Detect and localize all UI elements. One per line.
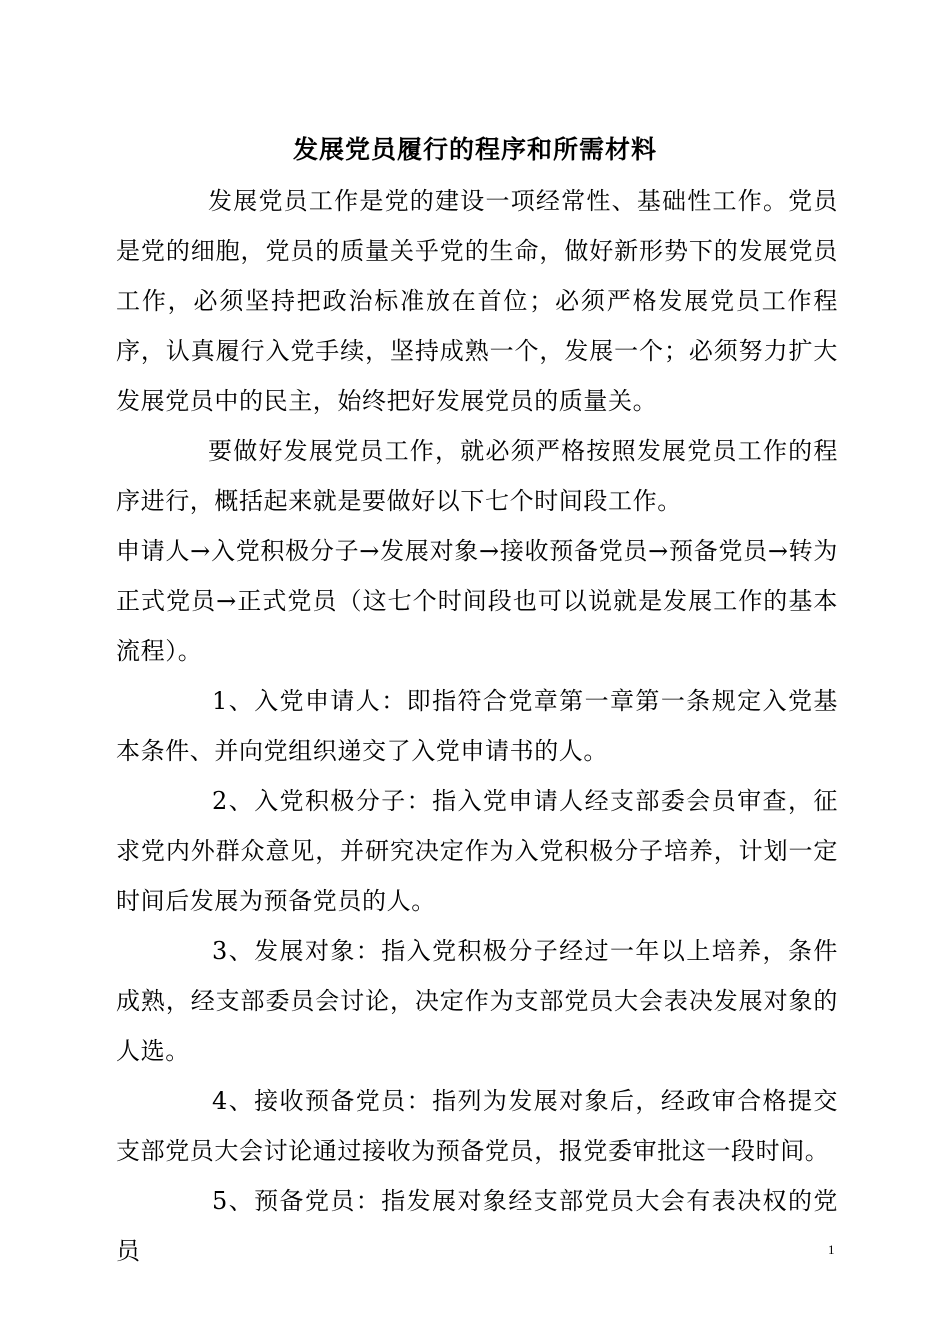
- document-body: [116, 176, 838, 1276]
- paragraph-intro: 发展党员工作是党的建设一项经常性、基础性工作。党员是党的细胞，党员的质量关乎党的生命，做好新形势下的发展党员工作，必须坚持把政治标准放在首位；必须严格发展党员工作程序，认真履行入党手续，坚持成熟一个，发展一个；必须努力扩大发展党员中的民主，始终把好发展党员的质量关。: [116, 187, 838, 415]
- paragraph-procedure: 要做好发展党员工作，就必须严格按照发展党员工作的程序进行，概括起来就是要做好以下七个时间段工作。: [116, 437, 838, 515]
- paragraph-item-4: 4、接收预备党员：指列为发展对象后，经政审合格提交支部党员大会讨论通过接收为预备党员，报党委审批这一段时间。: [116, 1087, 838, 1165]
- page-number: 1: [828, 1242, 835, 1257]
- paragraph-item-3: 3、发展对象：指入党积极分子经过一年以上培养，条件成熟，经支部委员会讨论，决定作为支部党员大会表决发展对象的人选。: [116, 937, 838, 1065]
- paragraph-item-5: 5、预备党员：指发展对象经支部党员大会有表决权的党员: [116, 1187, 838, 1265]
- paragraph-item-2: 2、入党积极分子：指入党申请人经支部委会员审查，征求党内外群众意见，并研究决定作为入党积极分子培养，计划一定时间后发展为预备党员的人。: [116, 787, 838, 915]
- document-title: 发展党员履行的程序和所需材料: [292, 135, 657, 164]
- paragraph-flow: 申请人→入党积极分子→发展对象→接收预备党员→预备党员→转为正式党员→正式党员（这七个时间段也可以说就是发展工作的基本流程）。: [116, 537, 838, 665]
- paragraph-item-1: 1、入党申请人：即指符合党章第一章第一条规定入党基本条件、并向党组织递交了入党申请书的人。: [116, 687, 838, 765]
